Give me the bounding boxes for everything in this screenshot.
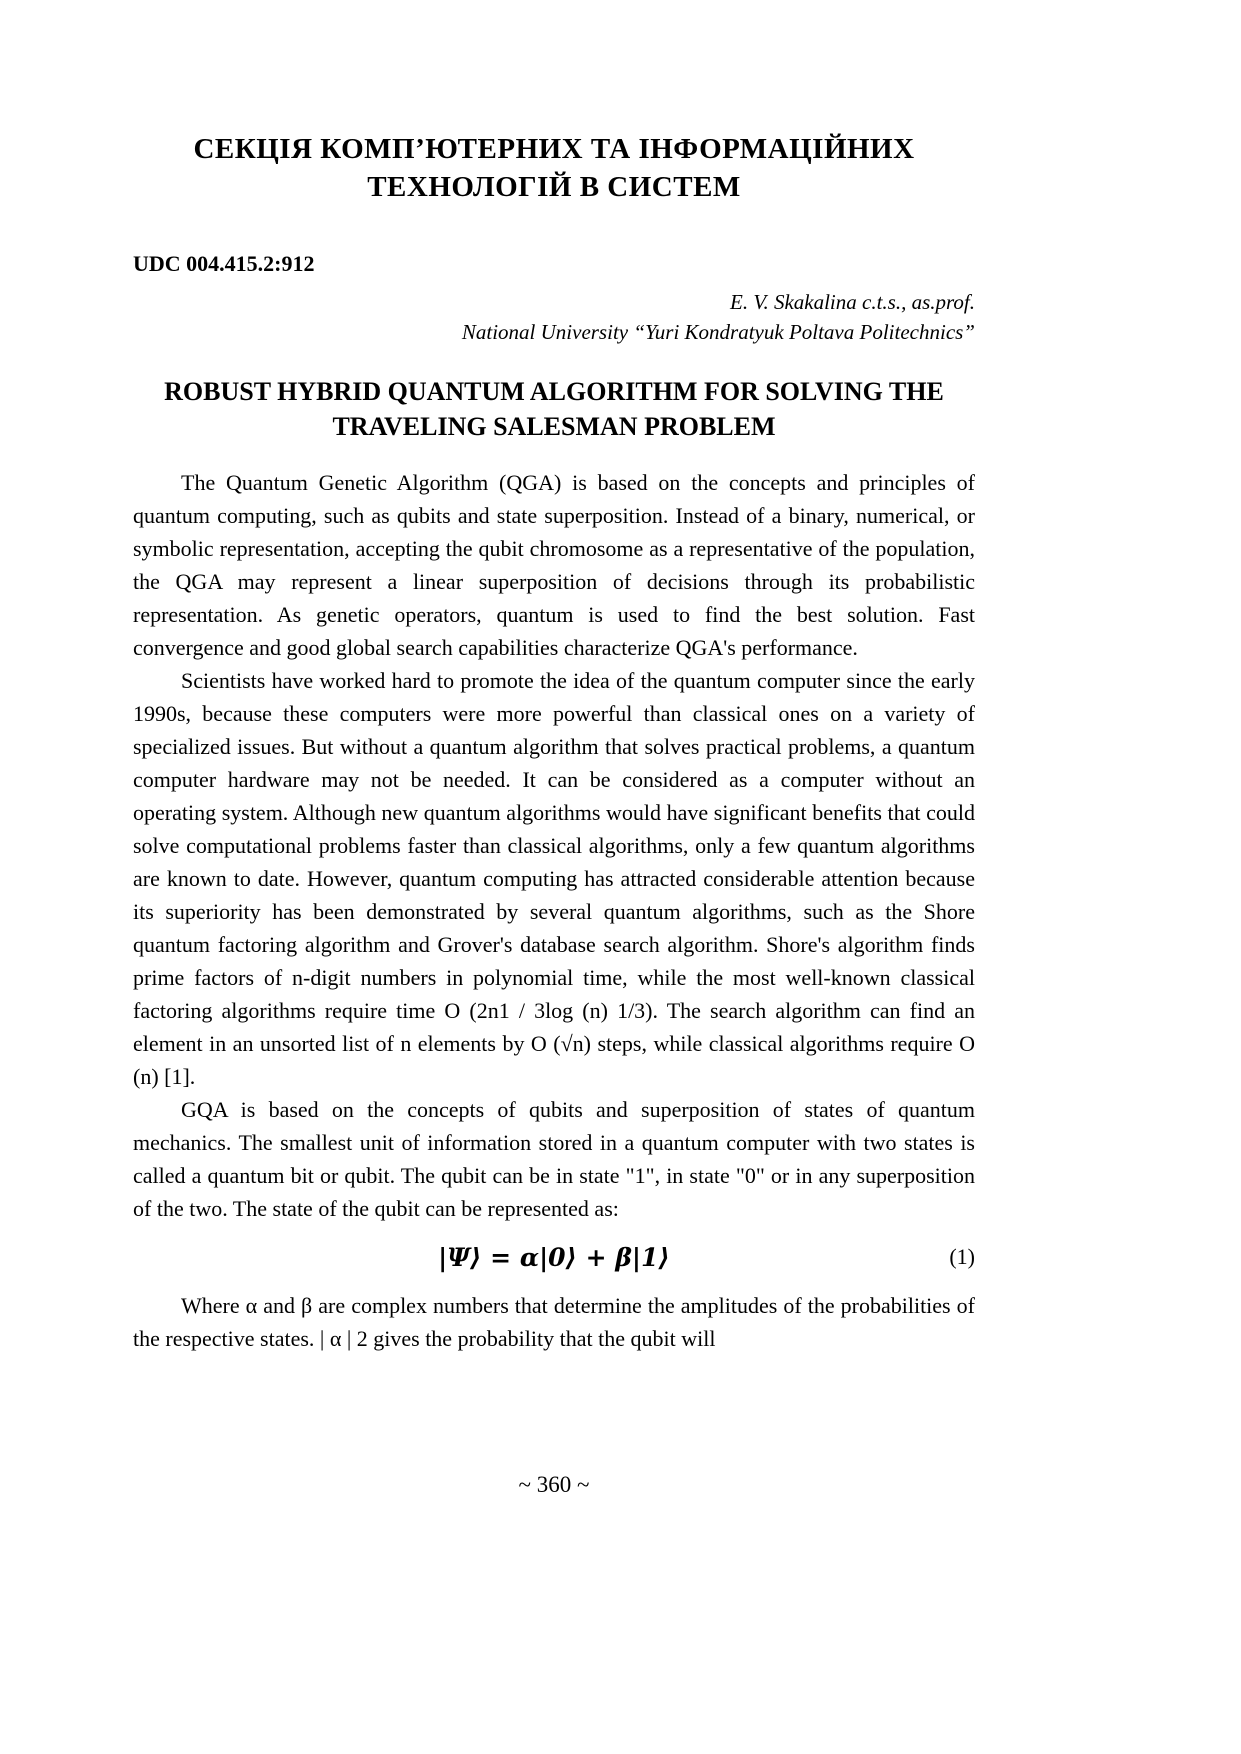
paragraph: GQA is based on the concepts of qubits and superposition of states of quantum mechanics. The smallest unit of information stored in a quantum computer with two states is called a quantum bit or qubit. The qubit can be in state "1", in state "0" or in any superposition of the two. The state of the qubit can be represented as: xyxy=(133,1097,975,1222)
paragraph: Where α and β are complex numbers that determine the amplitudes of the probabilities of the respective states. | α | 2 gives the probability that the qubit will xyxy=(133,1293,975,1352)
equation-number: (1) xyxy=(949,1244,975,1270)
paragraph: Scientists have worked hard to promote the idea of the quantum computer since the early 1990s, because these computers were more powerful than classical ones on a variety of specialized issues. But without a quantum algorithm that solves practical problems, a quantum computer hardware may not be needed. It can be considered as a computer without an operating system. Although new quantum algorithms would have significant benefits that could solve computational problems faster than classical algorithms, only a few quantum algorithms are known to date. However, quantum computing has attracted considerable attention because its superiority has been demonstrated by several quantum algorithms, such as the Shore quantum factoring algorithm and Grover's database search algorithm. Shore's algorithm finds prime factors of n-digit numbers in polynomial time, while the most well-known classical factoring algorithms require time O (2n1 / 3log (n) 1/3). The search algorithm can find an element in an unsorted list of n elements by O (√n) steps, while classical algorithms require O (n) [1]. xyxy=(133,668,975,1090)
byline-block xyxy=(133,287,975,348)
udc-code: UDC 004.415.2:912 xyxy=(133,250,315,276)
affiliation-line: National University “Yuri Kondratyuk Poltava Politechnics” xyxy=(461,319,975,344)
section-header: СЕКЦІЯ КОМП’ЮТЕРНИХ ТА ІНФОРМАЦІЙНИХ ТЕХНОЛОГІЙ В СИСТЕМ xyxy=(193,133,915,204)
paragraph: The Quantum Genetic Algorithm (QGA) is based on the concepts and principles of quantum computing, such as qubits and state superposition. Instead of a binary, numerical, or symbolic representation, accepting the qubit chromosome as a representative of the population, the QGA may represent a linear superposition of decisions through its probabilistic representation. As genetic operators, quantum is used to find the best solution. Fast convergence and good global search capabilities characterize QGA's performance. xyxy=(133,470,975,661)
equation-formula: |Ψ⟩ = α|0⟩ + β|1⟩ xyxy=(438,1242,670,1272)
author-line: E. V. Skakalina c.t.s., as.prof. xyxy=(730,289,975,314)
document-page xyxy=(133,0,975,1355)
paper-title: ROBUST HYBRID QUANTUM ALGORITHM FOR SOLVING THE TRAVELING SALESMAN PROBLEM xyxy=(164,377,944,441)
equation-block xyxy=(133,1235,975,1279)
page-number-footer: ~ 360 ~ xyxy=(518,1472,590,1497)
